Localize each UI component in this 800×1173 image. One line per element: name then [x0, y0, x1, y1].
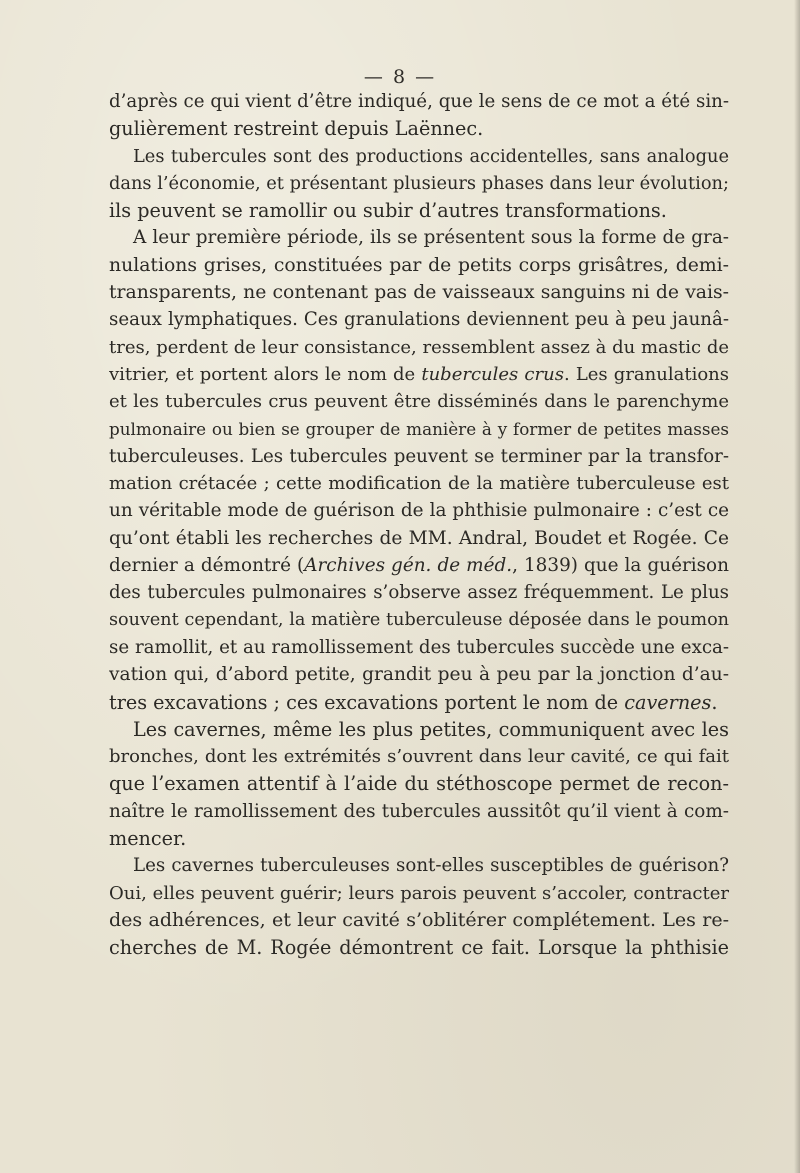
text-line: tuberculeuses. Les tubercules peuvent se terminer par la transfor-: [109, 445, 729, 467]
text-line: ils peuvent se ramollir ou subir d’autres transformations.: [109, 199, 667, 223]
text-line: dans l’économie, et présentant plusieurs phases dans leur évolution;: [109, 172, 729, 194]
text-line: transparents, ne contenant pas de vaisseaux sanguins ni de vais-: [109, 282, 729, 304]
text-line: des adhérences, et leur cavité s’oblitérer complétement. Les re-: [109, 908, 729, 931]
text-line: mencer.: [109, 827, 187, 851]
text-line: des tubercules pulmonaires s’observe assez fréquemment. Le plus: [109, 582, 729, 604]
text-line: d’après ce qui vient d’être indiqué, que le sens de ce mot a été sin-: [109, 91, 729, 112]
text-line: tres excavations ; ces excavations portent le nom de cavernes.: [109, 690, 718, 714]
text-line: que l’examen attentif à l’aide du stéthoscope permet de recon-: [109, 772, 729, 796]
text-line: bronches, dont les extrémités s’ouvrent dans leur cavité, ce qui fait: [109, 746, 729, 768]
text-line: Oui, elles peuvent guérir; leurs parois peuvent s’accoler, contracter: [109, 882, 729, 904]
text-line: se ramollit, et au ramollissement des tubercules succède une exca-: [109, 636, 729, 658]
body-text: [109, 88, 729, 962]
text-line: nulations grises, constituées par de petits corps grisâtres, demi-: [109, 254, 729, 276]
text-line: cherches de M. Rogée démontrent ce fait. Lorsque la phthisie: [109, 936, 729, 960]
italic-term: tubercules crus: [421, 363, 564, 385]
text-line: mation crétacée ; cette modification de la matière tuberculeuse est: [109, 473, 729, 495]
text-line: dernier a démontré (Archives gén. de méd., 1839) que la guérison: [109, 555, 729, 577]
text-line: tres, perdent de leur consistance, ressemblent assez à du mastic de: [109, 336, 729, 358]
text-line: Les tubercules sont des productions accidentelles, sans analogue: [133, 145, 729, 167]
text-line: vitrier, et portent alors le nom de tubercules crus. Les granulations: [109, 363, 729, 385]
text-line: A leur première période, ils se présentent sous la forme de gra-: [133, 227, 729, 249]
text-line: un véritable mode de guérison de la phthisie pulmonaire : c’est ce: [109, 500, 729, 522]
text-line: gulièrement restreint depuis Laënnec.: [109, 117, 484, 141]
italic-term: cavernes: [624, 690, 712, 714]
text-line: Les cavernes tuberculeuses sont-elles susceptibles de guérison?: [133, 855, 729, 877]
text-line: pulmonaire ou bien se grouper de manière à y former de petites masses: [109, 418, 729, 439]
text-line: vation qui, d’abord petite, grandit peu à peu par la jonction d’au-: [109, 664, 729, 686]
text-line: naître le ramollissement des tubercules aussitôt qu’il vient à com-: [109, 800, 729, 822]
italic-citation: Archives gén. de méd.: [304, 555, 513, 577]
page-edge-shadow: [794, 0, 800, 1173]
text-line: et les tubercules crus peuvent être disséminés dans le parenchyme: [109, 391, 729, 413]
text-line: seaux lymphatiques. Ces granulations deviennent peu à peu jaunâ-: [109, 309, 729, 331]
text-line: souvent cependant, la matière tuberculeuse déposée dans le poumon: [109, 609, 729, 630]
text-line: qu’ont établi les recherches de MM. Andral, Boudet et Rogée. Ce: [109, 527, 729, 549]
text-line: Les cavernes, même les plus petites, communiquent avec les: [133, 717, 729, 741]
page-number: — 8 —: [363, 66, 437, 88]
